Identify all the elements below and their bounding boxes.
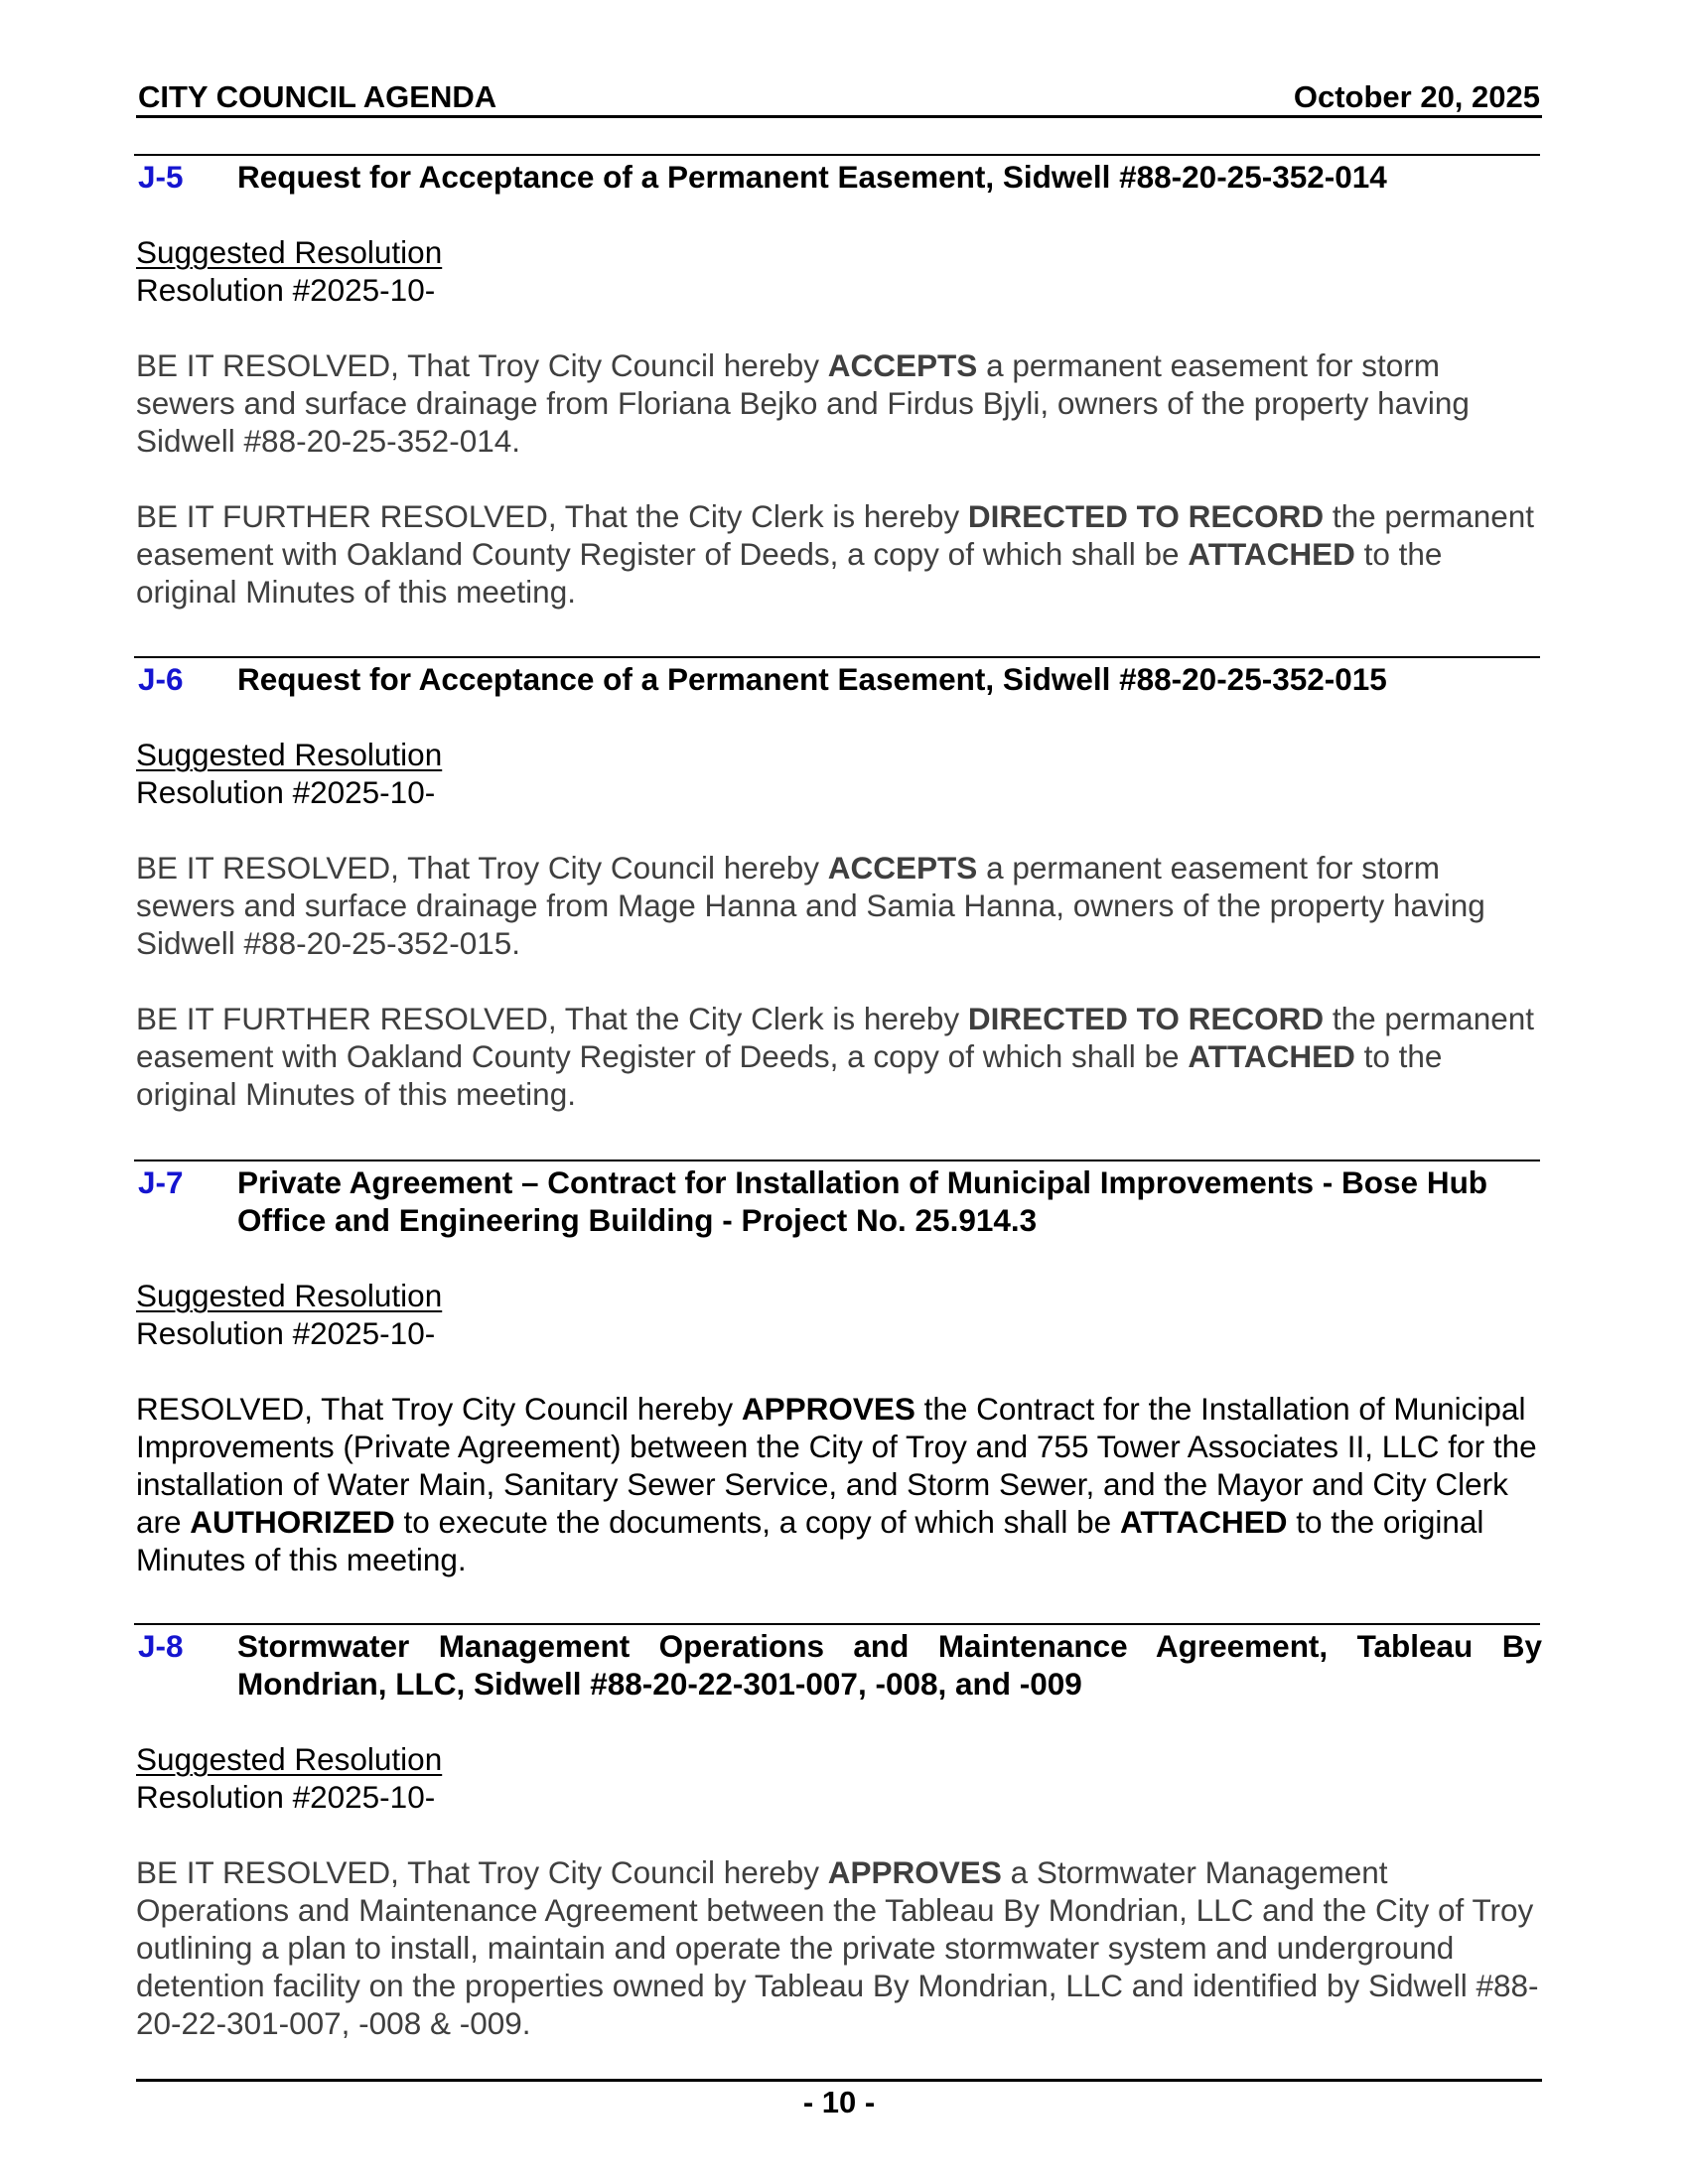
resolution-number: Resolution #2025-10- — [136, 1315, 436, 1351]
item-number: J-8 — [138, 1628, 184, 1664]
resolution-number: Resolution #2025-10- — [136, 774, 436, 810]
suggested-resolution-label: Suggested Resolution — [136, 737, 443, 772]
emphasized-action: DIRECTED TO RECORD — [967, 1001, 1325, 1036]
section-divider — [134, 154, 1540, 156]
item-number: J-7 — [138, 1164, 184, 1200]
item-title: Stormwater Management Operations and Maintenance Agreement, Tableau By Mondrian, LLC, Sidwell #88-20-22-301-007, -008, and -009 — [237, 1628, 1542, 1702]
item-body — [136, 1703, 1542, 2042]
resolution-paragraph: BE IT RESOLVED, That Troy City Council hereby APPROVES a Stormwater Management Operations and Maintenance Agreement between the Tableau By Mondrian, LLC and the City of Troy outlining a plan to install, maintain and operate the private stormwater system and underground detention facility on the properties owned by Tableau By Mondrian, LLC and identified by Sidwell #88-20-22-301-007, -008 & -009. — [136, 1854, 1539, 2041]
agenda-title: CITY COUNCIL AGENDA — [138, 79, 497, 114]
item-heading — [136, 1163, 1542, 1239]
agenda-item-j6 — [136, 656, 1542, 1113]
section-divider — [134, 1623, 1540, 1625]
item-heading — [136, 660, 1542, 698]
emphasized-action: ATTACHED — [1119, 1504, 1288, 1540]
emphasized-action: APPROVES — [741, 1391, 915, 1427]
emphasized-action: ATTACHED — [1188, 536, 1355, 572]
agenda-item-j7 — [136, 1160, 1542, 1578]
suggested-resolution-label: Suggested Resolution — [136, 1741, 443, 1777]
agenda-item-j8 — [136, 1623, 1542, 2042]
item-number: J-5 — [138, 159, 184, 195]
item-number: J-6 — [138, 661, 184, 697]
resolution-number: Resolution #2025-10- — [136, 1779, 436, 1815]
item-title: Request for Acceptance of a Permanent Easement, Sidwell #88-20-25-352-015 — [237, 661, 1387, 697]
page-number: - 10 - — [802, 2085, 876, 2119]
item-title: Request for Acceptance of a Permanent Easement, Sidwell #88-20-25-352-014 — [237, 159, 1387, 195]
item-body — [136, 698, 1542, 1113]
suggested-resolution-label: Suggested Resolution — [136, 1278, 443, 1313]
item-body — [136, 1239, 1542, 1578]
resolution-paragraph: RESOLVED, That Troy City Council hereby APPROVES the Contract for the Installation of Municipal Improvements (Private Agreement) between the City of Troy and 755 Tower Associates II, LLC for the installation of Water Main, Sanitary Sewer Service, and Storm Sewer, and the Mayor and City Clerk are AUTHORIZED to execute the documents, a copy of which shall be ATTACHED to the original Minutes of this meeting. — [136, 1391, 1537, 1577]
section-divider — [134, 1160, 1540, 1161]
emphasized-action: DIRECTED TO RECORD — [967, 498, 1325, 534]
emphasized-action: APPROVES — [827, 1854, 1002, 1890]
suggested-resolution-label: Suggested Resolution — [136, 234, 443, 270]
item-heading — [136, 1627, 1542, 1703]
page-header — [136, 79, 1542, 118]
item-heading — [136, 158, 1542, 196]
resolution-number: Resolution #2025-10- — [136, 272, 436, 308]
resolution-paragraph: BE IT FURTHER RESOLVED, That the City Clerk is hereby DIRECTED TO RECORD the permanent easement with Oakland County Register of Deeds, a copy of which shall be ATTACHED to the original Minutes of this meeting. — [136, 1001, 1535, 1112]
item-title: Private Agreement – Contract for Installation of Municipal Improvements - Bose Hub Office and Engineering Building - Project No. 25.914.3 — [237, 1164, 1488, 1238]
agenda-item-j5 — [136, 154, 1542, 611]
page-footer — [136, 2079, 1542, 2121]
agenda-date: October 20, 2025 — [1293, 79, 1540, 114]
item-body — [136, 196, 1542, 611]
emphasized-action: AUTHORIZED — [190, 1504, 395, 1540]
emphasized-action: ACCEPTS — [827, 850, 978, 886]
resolution-paragraph: BE IT RESOLVED, That Troy City Council hereby ACCEPTS a permanent easement for storm sewers and surface drainage from Mage Hanna and Samia Hanna, owners of the property having Sidwell #88-20-25-352-015. — [136, 850, 1485, 961]
emphasized-action: ACCEPTS — [827, 347, 978, 383]
emphasized-action: ATTACHED — [1188, 1038, 1355, 1074]
resolution-paragraph: BE IT FURTHER RESOLVED, That the City Clerk is hereby DIRECTED TO RECORD the permanent easement with Oakland County Register of Deeds, a copy of which shall be ATTACHED to the original Minutes of this meeting. — [136, 498, 1535, 610]
section-divider — [134, 656, 1540, 658]
resolution-paragraph: BE IT RESOLVED, That Troy City Council hereby ACCEPTS a permanent easement for storm sewers and surface drainage from Floriana Bejko and Firdus Bjyli, owners of the property having Sidwell #88-20-25-352-014. — [136, 347, 1470, 459]
